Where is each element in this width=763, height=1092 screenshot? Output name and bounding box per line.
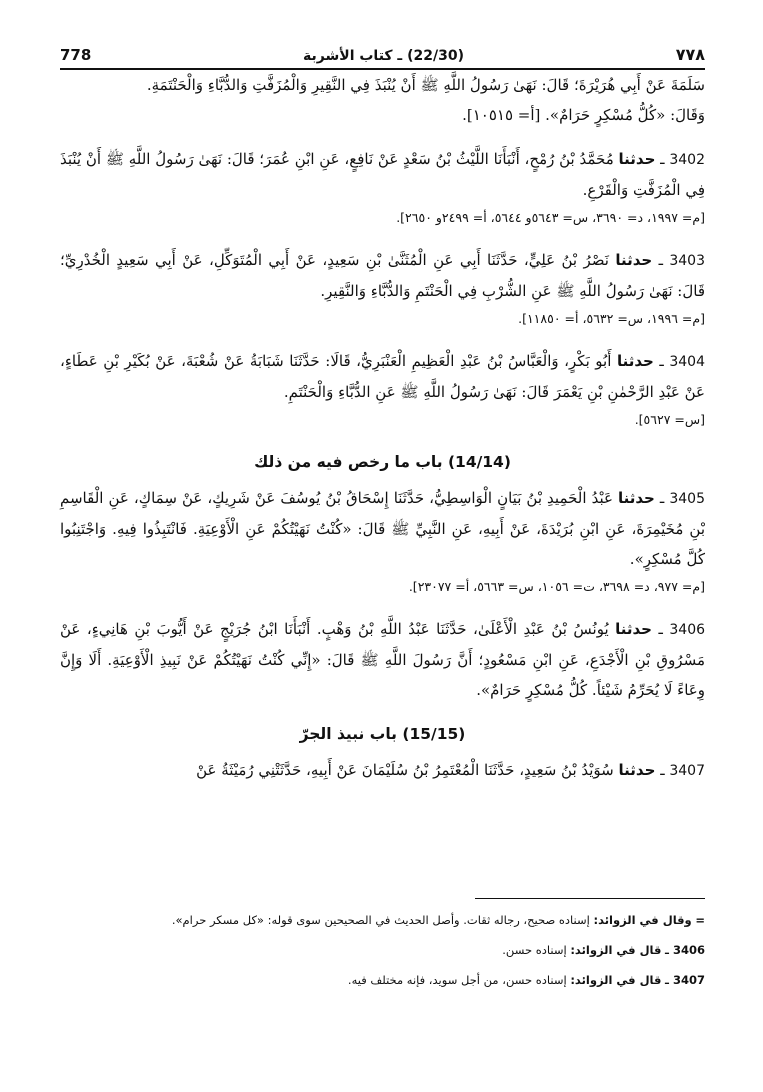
- hadith-text: مُحَمَّدُ بْنُ رُمْحٍ، أَنْبَأَنَا اللَّيْثُ بْنُ سَعْدٍ عَنْ نَافِعٍ، عَنِ ابْنِ عُمَرَ؛ قَالَ: نَهَىٰ رَسُولُ اللَّهِ ﷺ أَنْ يُنْبَذَ فِي الْمُزَفَّتِ وَالْقَرْعِ.: [60, 150, 705, 199]
- hadith-number: 3403: [669, 253, 705, 269]
- hadith-number: 3404: [669, 354, 705, 370]
- chapter-heading-15: (15/15) باب نبيذ الجرّ: [299, 725, 466, 743]
- footnote-item: [60, 965, 705, 995]
- intro-line-2: وَقَالَ: «كُلُّ مُسْكِرٍ حَرَامٌ». [أ= ١٠٥١٥].: [462, 106, 705, 124]
- hadith-number: 3406: [669, 622, 706, 638]
- main-text: [60, 70, 705, 800]
- hadith-3406: 3406 ـ حدثنا يُونُسُ بْنُ عَبْدِ الْأَعْلَىٰ، حَدَّثَنَا عَبْدُ اللَّهِ بْنُ وَهْبٍ. أَنْبَأَنَا ابْنُ جُرَيْجٍ عَنْ أَيُّوبَ بْنِ هَانِيءٍ، عَنْ مَسْرُوقِ بْنِ الْأَجْدَعِ، عَنِ ابْنِ مَسْعُودٍ؛ أَنَّ رَسُولَ اللَّهِ ﷺ قَالَ: «إِنِّي كُنْتُ نَهَيْتُكُمْ عَنْ نَبِيذِ الْأَوْعِيَةِ. أَلَا وَإِنَّ وِعَاءً لَا يُحَرِّمُ شَيْئاً. كُلُّ مُسْكِرٍ حَرَامٌ».: [60, 620, 706, 699]
- hadith-3404: 3404 ـ حدثنا أَبُو بَكْرٍ، وَالْعَبَّاسُ بْنُ عَبْدِ الْعَظِيمِ الْعَنْبَرِيُّ، قَالَا: حَدَّثَنَا شَبَابَةُ عَنْ شُعْبَةَ، عَنْ بُكَيْرِ بْنِ عَطَاءٍ، عَنْ عَبْدِ الرَّحْمٰنِ بْنِ يَعْمَرَ قَالَ: نَهَىٰ رَسُولُ اللَّهِ ﷺ عَنِ الدُّبَّاءِ وَالْحَنْتَمِ. [س= ٥٦٢٧].: [60, 346, 705, 433]
- running-title: (22/30) ـ كتاب الأشربة: [303, 48, 464, 64]
- hadith-lead: حدثنا: [615, 620, 652, 638]
- intro-line: سَلَمَةَ عَنْ أَبِي هُرَيْرَةَ؛ قَالَ: نَهَىٰ رَسُولُ اللَّهِ ﷺ أَنْ يُنْبَذَ فِي النَّقِيرِ وَالْمُزَفَّتِ وَالدُّبَّاءِ وَالْحَنْتَمَةِ.: [146, 76, 705, 94]
- hadith-lead: حدثنا: [617, 489, 655, 507]
- footnote-text: إسناده حسن.: [502, 943, 567, 957]
- footnotes: [60, 898, 705, 995]
- footnote-label: قال في الزوائد:: [570, 943, 662, 957]
- footnote-divider: [475, 898, 705, 899]
- hadith-text: سُوَيْدُ بْنُ سَعِيدٍ، حَدَّثَنَا الْمُعْتَمِرُ بْنُ سُلَيْمَانَ عَنْ أَبِيهِ، حَدَّثَتْنِي رُمَيْثَةُ عَنْ: [196, 761, 614, 779]
- hadith-number: 3402: [669, 152, 705, 168]
- footnote-label: قال في الزوائد:: [570, 973, 662, 987]
- intro-continuation: [60, 70, 705, 130]
- hadith-number: 3405: [669, 491, 705, 507]
- footnote-ref: =: [695, 913, 705, 927]
- hadith-3403: 3403 ـ حدثنا نَصْرُ بْنُ عَلِيٍّ، حَدَّثَنَا أَبِي عَنِ الْمُثَنَّىٰ بْنِ سَعِيدٍ، عَنْ أَبِي الْمُتَوَكِّلِ، عَنْ أَبِي سَعِيدٍ الْخُدْرِيِّ؛ قَالَ: نَهَىٰ رَسُولُ اللَّهِ ﷺ عَنِ الشُّرْبِ فِي الْحَنْتَمِ وَالدُّبَّاءِ وَالنَّقِيرِ. [م= ١٩٩٦، س= ٥٦٣٢، أ= ١١٨٥٠].: [60, 245, 705, 332]
- hadith-text: يُونُسُ بْنُ عَبْدِ الْأَعْلَىٰ، حَدَّثَنَا عَبْدُ اللَّهِ بْنُ وَهْبٍ. أَنْبَأَنَا ابْنُ جُرَيْجٍ عَنْ أَيُّوبَ بْنِ هَانِيءٍ، عَنْ مَسْرُوقِ بْنِ الْأَجْدَعِ، عَنِ ابْنِ مَسْعُودٍ؛ أَنَّ رَسُولَ اللَّهِ ﷺ قَالَ: «إِنِّي كُنْتُ نَهَيْتُكُمْ عَنْ نَبِيذِ الْأَوْعِيَةِ. أَلَا وَإِنَّ وِعَاءً لَا يُحَرِّمُ شَيْئاً. كُلُّ مُسْكِرٍ حَرَامٌ».: [60, 620, 705, 699]
- hadith-text: نَصْرُ بْنُ عَلِيٍّ، حَدَّثَنَا أَبِي عَنِ الْمُثَنَّىٰ بْنِ سَعِيدٍ، عَنْ أَبِي الْمُتَوَكِّلِ، عَنْ أَبِي سَعِيدٍ الْخُدْرِيِّ؛ قَالَ: نَهَىٰ رَسُولُ اللَّهِ ﷺ عَنِ الشُّرْبِ فِي الْحَنْتَمِ وَالدُّبَّاءِ وَالنَّقِيرِ.: [60, 251, 705, 300]
- page-header: [60, 30, 705, 70]
- hadith-number: 3407: [669, 763, 705, 779]
- hadith-3407: 3407 ـ حدثنا سُوَيْدُ بْنُ سَعِيدٍ، حَدَّثَنَا الْمُعْتَمِرُ بْنُ سُلَيْمَانَ عَنْ أَبِيهِ، حَدَّثَتْنِي رُمَيْثَةُ عَنْ: [196, 761, 705, 779]
- hadith-refs: [م= ٩٧٧، د= ٣٦٩٨، ت= ١٠٥٦، س= ٥٦٦٣، أ= ٢٣٠٧٧].: [408, 579, 705, 594]
- footnote-label: وقال في الزوائد:: [593, 913, 692, 927]
- hadith-lead: حدثنا: [615, 251, 653, 269]
- hadith-lead: حدثنا: [618, 761, 656, 779]
- footnote-text: إسناده صحيح، رجاله ثقات. وأصل الحديث في الصحيحين سوى قوله: «كل مسكر حرام».: [171, 913, 590, 927]
- hadith-refs: [م= ١٩٩٧، د= ٣٦٩٠، س= ٥٦٤٣و ٥٦٤٤، أ= ٢٤٩٩و ٢٦٥٠].: [396, 210, 705, 225]
- hadith-text: أَبُو بَكْرٍ، وَالْعَبَّاسُ بْنُ عَبْدِ الْعَظِيمِ الْعَنْبَرِيُّ، قَالَا: حَدَّثَنَا شَبَابَةُ عَنْ شُعْبَةَ، عَنْ بُكَيْرِ بْنِ عَطَاءٍ، عَنْ عَبْدِ الرَّحْمٰنِ بْنِ يَعْمَرَ قَالَ: نَهَىٰ رَسُولُ اللَّهِ ﷺ عَنِ الدُّبَّاءِ وَالْحَنْتَمِ.: [60, 352, 705, 401]
- hadith-3402: 3402 ـ حدثنا مُحَمَّدُ بْنُ رُمْحٍ، أَنْبَأَنَا اللَّيْثُ بْنُ سَعْدٍ عَنْ نَافِعٍ، عَنِ ابْنِ عُمَرَ؛ قَالَ: نَهَىٰ رَسُولُ اللَّهِ ﷺ أَنْ يُنْبَذَ فِي الْمُزَفَّتِ وَالْقَرْعِ. [م= ١٩٩٧، د= ٣٦٩٠، س= ٥٦٤٣و ٥٦٤٤، أ= ٢٤٩٩و ٢٦٥٠].: [60, 144, 705, 231]
- hadith-refs: [م= ١٩٩٦، س= ٥٦٣٢، أ= ١١٨٥٠].: [518, 311, 705, 326]
- footnote-ref: 3407 ـ: [665, 973, 705, 987]
- footnote-text: إسناده حسن، من أجل سويد، فإنه مختلف فيه.: [347, 973, 567, 987]
- footnote-item: [60, 905, 705, 935]
- footnote-item: [60, 935, 705, 965]
- hadith-refs: [س= ٥٦٢٧].: [634, 412, 705, 427]
- page-number-latin: 778: [60, 46, 92, 64]
- hadith-lead: حدثنا: [618, 150, 656, 168]
- hadith-lead: حدثنا: [616, 352, 654, 370]
- page-number-arabic: ٧٧٨: [675, 45, 705, 64]
- hadith-3405: 3405 ـ حدثنا عَبْدُ الْحَمِيدِ بْنُ بَيَانٍ الْوَاسِطِيُّ، حَدَّثَنَا إِسْحَاقُ بْنُ يُوسُفَ عَنْ شَرِيكٍ، عَنْ سِمَاكٍ، عَنِ الْقَاسِمِ بْنِ مُخَيْمِرَةَ، عَنِ ابْنِ بُرَيْدَةَ، عَنْ أَبِيهِ، عَنِ النَّبِيِّ ﷺ قَالَ: «كُنْتُ نَهَيْتُكُمْ عَنِ الْأَوْعِيَةِ. فَانْتَبِذُوا فِيهِ. وَاجْتَنِبُوا كُلَّ مُسْكِرٍ». [م= ٩٧٧، د= ٣٦٩٨، ت= ١٠٥٦، س= ٥٦٦٣، أ= ٢٣٠٧٧].: [60, 483, 705, 600]
- chapter-heading-14: (14/14) باب ما رخص فيه من ذلك: [254, 453, 511, 471]
- hadith-text: عَبْدُ الْحَمِيدِ بْنُ بَيَانٍ الْوَاسِطِيُّ، حَدَّثَنَا إِسْحَاقُ بْنُ يُوسُفَ عَنْ شَرِيكٍ، عَنْ سِمَاكٍ، عَنِ الْقَاسِمِ بْنِ مُخَيْمِرَةَ، عَنِ ابْنِ بُرَيْدَةَ، عَنْ أَبِيهِ، عَنِ النَّبِيِّ ﷺ قَالَ: «كُنْتُ نَهَيْتُكُمْ عَنِ الْأَوْعِيَةِ. فَانْتَبِذُوا فِيهِ. وَاجْتَنِبُوا كُلَّ مُسْكِرٍ».: [60, 489, 705, 568]
- footnote-ref: 3406 ـ: [665, 943, 705, 957]
